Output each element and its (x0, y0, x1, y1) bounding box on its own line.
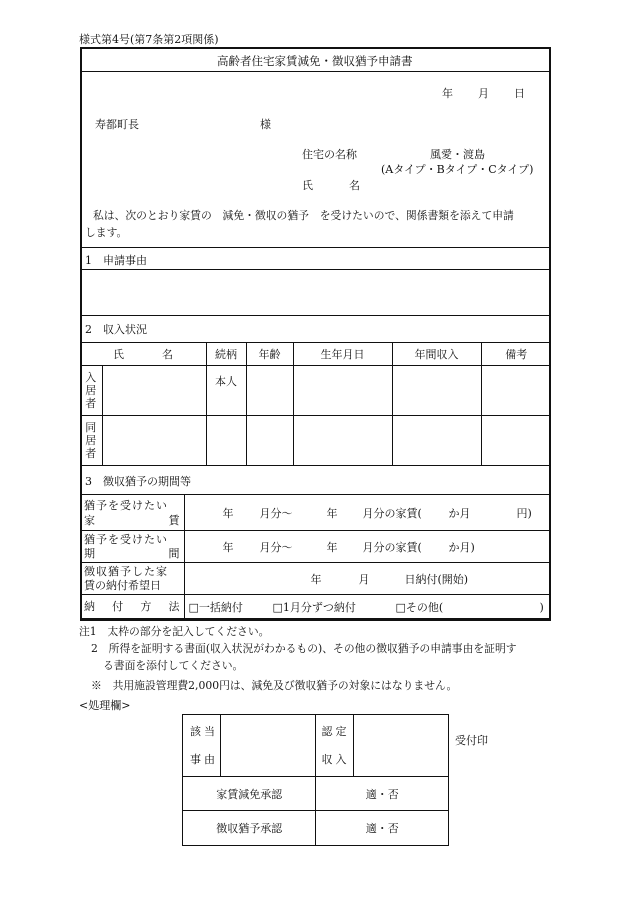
header-age: 年齢 (246, 343, 293, 366)
rent-to-year: 年 (326, 507, 338, 520)
cohabitant-label-char-2: 居 (85, 434, 97, 447)
cohabitant-birthdate-cell[interactable] (293, 416, 392, 466)
header-relation: 続柄 (206, 343, 246, 366)
rent-amount-unit: 円) (516, 507, 532, 520)
resident-row (80, 366, 551, 416)
cohabitant-name-cell[interactable] (102, 416, 206, 466)
payment-method-label (80, 595, 184, 619)
payment-method-options (184, 595, 551, 619)
note-2-line-2: る書面を添付してください。 (103, 659, 244, 672)
payment-month: 月 (358, 573, 370, 586)
cohabitant-remarks-cell[interactable] (481, 416, 551, 466)
resident-age-cell[interactable] (246, 366, 293, 416)
processing-table (182, 714, 449, 846)
applicant-name-label-1: 氏 (302, 179, 313, 192)
deferral-label: 徴収猶予承認 (183, 811, 316, 846)
lump-sum-checkbox[interactable]: □一括納付 (188, 601, 243, 614)
deferral-period-label (80, 531, 184, 563)
header-birthdate: 生年月日 (293, 343, 392, 366)
period-months: か月) (448, 541, 475, 554)
deferral-period-row (80, 531, 551, 563)
rent-reduction-row (183, 777, 449, 811)
rent-from-year: 年 (222, 507, 234, 520)
housing-name-value: 風愛・渡島 (430, 148, 485, 161)
section3-title: 3 徴収猶予の期間等 (85, 475, 191, 488)
note-3: ※ 共用施設管理費2,000円は、減免及び徴収猶予の対象にはなりません。 (91, 679, 458, 692)
cohabitant-income-cell[interactable] (392, 416, 481, 466)
applicant-name-label-2: 名 (349, 179, 360, 192)
application-reason-field[interactable] (82, 270, 549, 315)
certified-label-line-2: 収入 (321, 753, 350, 766)
deferral-rent-label-char-2: 賃 (168, 513, 180, 527)
cohabitant-label-char-1: 同 (85, 421, 97, 434)
resident-label (80, 366, 102, 416)
deferral-rent-label-char-1: 家 (84, 513, 95, 527)
title-divider (80, 71, 551, 72)
payment-day-start: 日納付(開始) (404, 573, 469, 586)
header-name (80, 343, 206, 366)
payment-method-char-4: 法 (168, 600, 180, 613)
deferral-rent-label-line-1: 猶予を受けたい (84, 498, 168, 512)
section1-box-bottom (80, 315, 551, 316)
deferral-rent-row (80, 495, 551, 531)
resident-birthdate-cell[interactable] (293, 366, 392, 416)
cohabitant-label-char-3: 者 (85, 447, 97, 460)
receipt-stamp-label: 受付印 (455, 734, 488, 747)
note-2-line-1: 2 所得を証明する書面(収入状況がわかるもの)、その他の徴収猶予の申請事由を証明す (91, 642, 517, 655)
deferral-approval[interactable]: 適・否 (316, 811, 449, 846)
deferral-period-value[interactable] (184, 531, 551, 563)
deferral-period-label-line-1: 猶予を受けたい (84, 533, 168, 546)
payment-date-label (80, 563, 184, 595)
cohabitant-relation-cell[interactable] (206, 416, 246, 466)
deferral-period-label-char-1: 期 (84, 547, 95, 560)
period-from-month: 月分〜 (259, 541, 293, 554)
certified-income-field[interactable] (354, 715, 449, 777)
housing-types: (Aタイプ・Bタイプ・Cタイプ) (381, 163, 534, 176)
certified-income-label (316, 715, 354, 777)
payment-method-char-3: 方 (140, 600, 152, 613)
payment-date-label-line-1: 徴収猶予した家 (84, 565, 168, 578)
addressee-honorific: 様 (260, 118, 271, 131)
form-title: 高齢者住宅家賃減免・徴収猶予申請書 (217, 54, 413, 68)
date-year: 年 (442, 87, 453, 100)
payment-method-char-1: 納 (84, 600, 95, 613)
rent-months: か月 (448, 507, 471, 520)
deferral-rent-label (80, 495, 184, 531)
income-header-row (80, 343, 551, 366)
reason-field[interactable] (220, 715, 316, 777)
deferral-period-label-char-2: 間 (168, 547, 180, 560)
monthly-checkbox[interactable]: □1月分ずつ納付 (272, 601, 356, 614)
housing-name-label: 住宅の名称 (302, 148, 357, 161)
processing-label: <処理欄> (79, 699, 131, 712)
cohabitant-row (80, 416, 551, 466)
income-table (80, 342, 551, 466)
reason-label-line-1: 該当 (190, 725, 218, 738)
period-to-month: 月分の家賃( (362, 541, 422, 554)
payment-method-char-2: 付 (112, 600, 124, 613)
period-to-year: 年 (326, 541, 338, 554)
form-number: 様式第4号(第7条第2項関係) (79, 33, 219, 46)
rent-reduction-approval[interactable]: 適・否 (316, 777, 449, 811)
statement-line-1: 私は、次のとおり家賃の 減免・徴収の猶予 を受けたいので、関係書類を添えて申請 (93, 209, 514, 222)
section1-top-divider (80, 247, 551, 248)
payment-date-row (80, 563, 551, 595)
section1-title: 1 申請事由 (85, 254, 147, 267)
deferral-approval-row (183, 811, 449, 846)
processing-top-row (183, 715, 449, 777)
header-name-char-1: 氏 (113, 347, 124, 361)
rent-reduction-label: 家賃減免承認 (183, 777, 316, 811)
resident-remarks-cell[interactable] (481, 366, 551, 416)
payment-date-value[interactable] (184, 563, 551, 595)
rent-from-month: 月分〜 (259, 507, 293, 520)
certified-label-line-1: 認定 (321, 725, 350, 738)
section2-title: 2 収入状況 (85, 323, 147, 336)
cohabitant-label (80, 416, 102, 466)
statement-line-2: します。 (85, 226, 128, 239)
resident-label-char-1: 入 (85, 371, 97, 384)
resident-relation: 本人 (206, 366, 246, 416)
other-checkbox[interactable]: □その他( (395, 601, 444, 614)
rent-to-month: 月分の家賃( (362, 507, 422, 520)
resident-income-cell[interactable] (392, 366, 481, 416)
date-day: 日 (514, 87, 525, 100)
other-close-paren: ) (539, 601, 544, 614)
deferral-table (80, 494, 551, 619)
reason-label (183, 715, 221, 777)
header-name-char-2: 名 (162, 347, 173, 361)
payment-method-row (80, 595, 551, 619)
period-from-year: 年 (222, 541, 234, 554)
resident-name-cell[interactable] (102, 366, 206, 416)
header-remarks: 備考 (481, 343, 551, 366)
header-income: 年間収入 (392, 343, 481, 366)
reason-label-line-2: 事由 (190, 753, 218, 766)
resident-label-char-3: 者 (85, 397, 97, 410)
payment-date-label-line-2: 賃の納付希望日 (84, 579, 161, 592)
cohabitant-age-cell[interactable] (246, 416, 293, 466)
date-month: 月 (478, 87, 489, 100)
resident-label-char-2: 居 (85, 384, 97, 397)
payment-year: 年 (310, 573, 322, 586)
note-1: 注1 太枠の部分を記入してください。 (79, 625, 270, 638)
addressee-name: 寿都町長 (95, 118, 139, 131)
deferral-rent-value[interactable] (184, 495, 551, 531)
